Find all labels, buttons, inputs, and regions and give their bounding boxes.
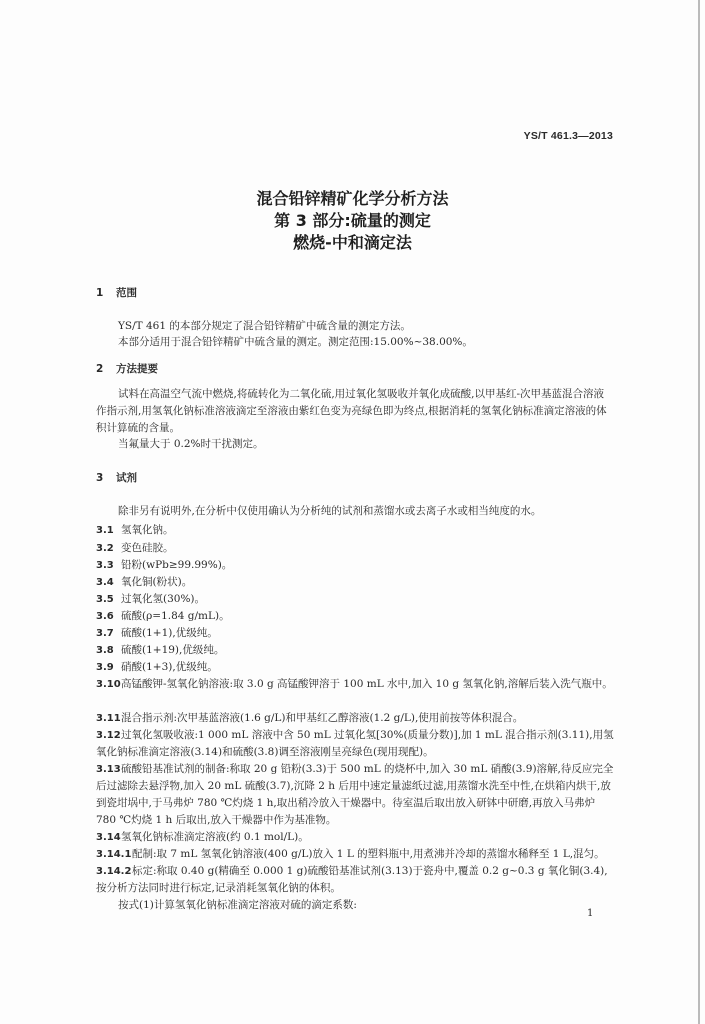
standard-number: YS/T 461.3—2013 <box>523 130 613 142</box>
section-3-heading <box>96 470 137 485</box>
title-line-2: 第 3 部分:硫量的测定 <box>274 211 431 230</box>
reagent-item: 3.6 硫酸(ρ=1.84 g/mL)。 <box>96 610 230 622</box>
reagent-item: 3.1 氢氧化钠。 <box>96 524 174 536</box>
reagent-item: 3.13硫酸铅基准试剂的制备:称取 20 g 铅粉(3.3)于 500 mL 的烧杯中,加入 30 mL 硝酸(3.9)溶解,待反应完全后过滤除去悬浮物,加入 20 mL 硫酸(3.7),沉降 2 h 后用中速定量滤纸过滤,用蒸馏水洗至中性,在烘箱内烘干,放到瓷坩埚中,于马弗炉 780 ℃灼烧 1 h,取出稍冷放入干燥器中。待室温后取出放入研钵中研磨,再放入马弗炉 780 ℃灼烧 1 h 后取出,放入干燥器中作为基准物。 <box>96 763 614 826</box>
closing-paragraph: 按式(1)计算氢氧化钠标准滴定溶液对硫的滴定系数: <box>118 899 357 911</box>
reagent-item: 3.4 氧化铜(粉状)。 <box>96 576 193 588</box>
section-number: 3 <box>96 472 104 484</box>
reagent-item: 3.14氢氧化钠标准滴定溶液(约 0.1 mol/L)。 <box>96 831 309 843</box>
reagent-item: 3.5 过氧化氢(30%)。 <box>96 593 206 605</box>
reagent-item: 3.8 硫酸(1+19),优级纯。 <box>96 644 225 656</box>
reagent-item: 3.12过氧化氢吸收液:1 000 mL 溶液中含 50 mL 过氧化氢[30%(质量分数)],加 1 mL 混合指示剂(3.11),用氢氧化钠标准滴定溶液(3.14)和硫酸(3.8)调至溶液刚呈亮绿色(现用现配)。 <box>96 729 614 758</box>
section-title: 范围 <box>116 287 137 299</box>
reagent-item: 3.11混合指示剂:次甲基蓝溶液(1.6 g/L)和甲基红乙醇溶液(1.2 g/L),使用前按等体积混合。 <box>96 712 524 724</box>
section-title: 方法提要 <box>116 363 158 375</box>
document-title <box>0 188 705 254</box>
scope-paragraph-1: YS/T 461 的本部分规定了混合铅锌精矿中硫含量的测定方法。 <box>118 320 411 332</box>
principle-paragraph-2: 当氟量大于 0.2%时干扰测定。 <box>118 438 264 450</box>
section-1-heading <box>96 285 137 300</box>
reagent-item: 3.14.2标定:称取 0.40 g(精确至 0.000 1 g)硫酸铅基准试剂(3.13)于瓷舟中,覆盖 0.2 g~0.3 g 氧化铜(3.4),按分析方法同时进行标定,记录消耗氢氧化钠的体积。 <box>96 865 608 894</box>
reagents-intro: 除非另有说明外,在分析中仅使用确认为分析纯的试剂和蒸馏水或去离子水或相当纯度的水。 <box>118 505 542 517</box>
title-line-1: 混合铅锌精矿化学分析方法 <box>256 189 449 208</box>
section-title: 试剂 <box>116 472 137 484</box>
reagent-item: 3.10高锰酸钾-氢氧化钠溶液:取 3.0 g 高锰酸钾溶于 100 mL 水中,加入 10 g 氢氧化钠,溶解后装入洗气瓶中。 <box>96 678 613 690</box>
page-number: 1 <box>587 908 594 919</box>
scope-paragraph-2: 本部分适用于混合铅锌精矿中硫含量的测定。测定范围:15.00%~38.00%。 <box>118 336 473 348</box>
reagent-item: 3.2 变色硅胶。 <box>96 542 174 554</box>
title-line-3: 燃烧-中和滴定法 <box>293 233 412 252</box>
reagent-item: 3.14.1配制:取 7 mL 氢氧化钠溶液(400 g/L)放入 1 L 的塑料瓶中,用煮沸并冷却的蒸馏水稀释至 1 L,混匀。 <box>96 848 605 860</box>
reagent-item: 3.3 铅粉(wPb≥99.99%)。 <box>96 559 233 571</box>
principle-paragraph-1: 试料在高温空气流中燃烧,将硫转化为二氧化硫,用过氧化氢吸收并氧化成硫酸,以甲基红-次甲基蓝混合溶液作指示剂,用氢氧化钠标准溶液滴定至溶液由紫红色变为亮绿色即为终点,根据消耗的氢氧化钠标准滴定溶液的体积计算硫的含量。 <box>96 388 607 434</box>
reagent-item: 3.7 硫酸(1+1),优级纯。 <box>96 627 218 639</box>
section-2-heading <box>96 361 158 376</box>
section-number: 2 <box>96 363 104 375</box>
reagent-item: 3.9 硝酸(1+3),优级纯。 <box>96 661 218 673</box>
section-number: 1 <box>96 287 104 299</box>
scan-edge-divider <box>698 0 700 1024</box>
